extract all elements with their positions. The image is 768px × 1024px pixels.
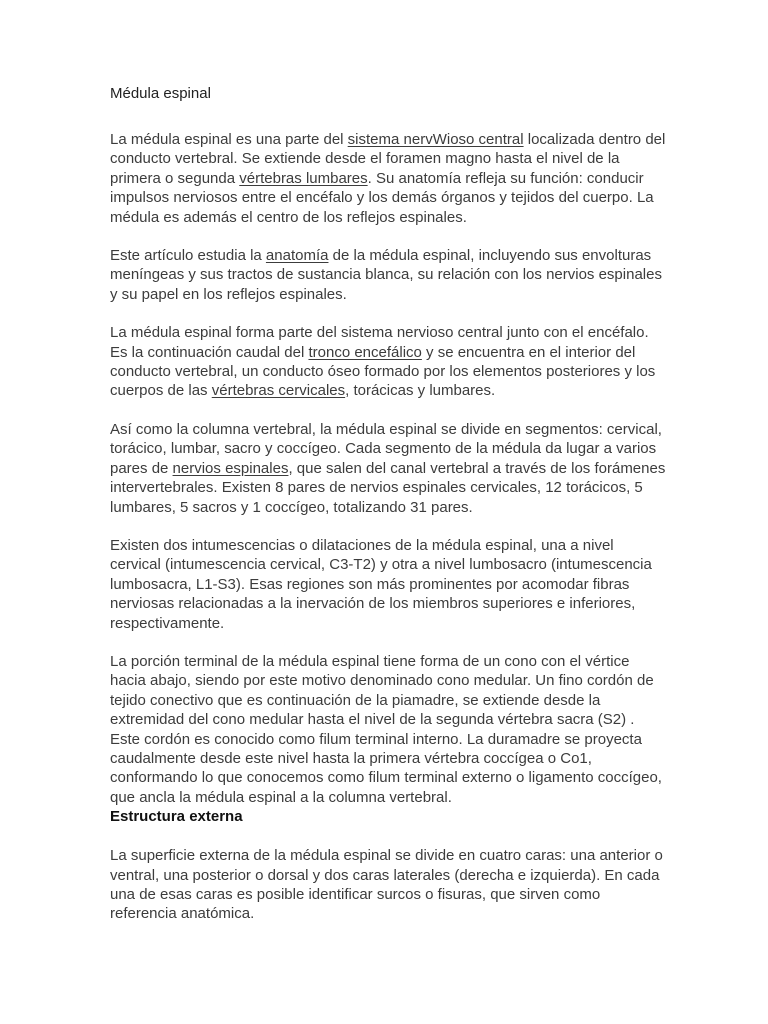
paragraph-articulo: [110, 246, 668, 304]
link-sistema-nervioso-central[interactable]: sistema nervWioso central: [347, 131, 524, 148]
text-span: Así como la columna vertebral, la médula espinal se divide en segmentos: cervical, torácico, lumbar, sacro y coccígeo. Cada segmento de la médula da lugar a varios pares de: [110, 420, 662, 477]
link-tronco-encefalico[interactable]: tronco encefálico: [308, 343, 422, 361]
paragraph-cono-medular: La porción terminal de la médula espinal tiene forma de un cono con el vértice hacia abajo, siendo por este motivo denominado cono medular. Un fino cordón de tejido conectivo que es continuación de la piamadre, se extiende desde la extremidad del cono medular hasta el nivel de la segunda vértebra sacra (S2) . Este cordón es conocido como filum terminal interno. La duramadre se proyecta caudalmente desde este nivel hasta la primera vértebra coccígea o Co1, conformando lo que conocemos como filum terminal externo o ligamento coccígeo, que ancla la médula espinal a la columna vertebral.: [110, 652, 662, 806]
link-anatomia[interactable]: anatomía: [265, 247, 329, 265]
text-span: La médula espinal forma parte del sistema nervioso central junto con el encéfalo. Es la continuación caudal del: [110, 324, 649, 361]
text-span: Este artículo estudia la: [110, 247, 266, 265]
paragraph-intumescencias: Existen dos intumescencias o dilataciones de la médula espinal, una a nivel cervical (intumescencia cervical, C3-T2) y otra a nivel lumbosacro (intumescencia lumbosacra, L1-S3). Esas regiones son más prominentes por acomodar fibras nerviosas relacionadas a la inervación de los miembros superiores e inferiores, respectivamente.: [110, 536, 652, 632]
paragraph-segmentos: [110, 420, 668, 517]
section-heading-estructura-externa: Estructura externa: [110, 808, 243, 826]
link-vertebras-cervicales[interactable]: vértebras cervicales: [211, 382, 346, 400]
text-span: La médula espinal es una parte del: [110, 131, 348, 148]
link-nervios-espinales[interactable]: nervios espinales: [172, 459, 289, 477]
text-span: de la médula espinal, incluyendo sus envolturas meníngeas y sus tractos de sustancia blanca, su relación con los nervios espinales y su papel en los reflejos espinales.: [110, 247, 662, 303]
document-title: Médula espinal: [110, 85, 211, 102]
paragraph-sistema-nervioso: [110, 323, 668, 401]
link-vertebras-lumbares[interactable]: vértebras lumbares: [239, 169, 368, 187]
paragraph-superficie-externa: La superficie externa de la médula espinal se divide en cuatro caras: una anterior o ventral, una posterior o dorsal y dos caras laterales (derecha e izquierda). En cada una de esas caras es posible identificar surcos o fisuras, que sirven como referencia anatómica.: [110, 847, 663, 923]
text-span: , que salen del canal vertebral a través de los forámenes intervertebrales. Existen 8 pares de nervios espinales cervicales, 12 torácicos, 5 lumbares, 5 sacros y 1 coccígeo, totalizando 31 pares.: [110, 459, 666, 516]
text-span: , torácicas y lumbares.: [345, 382, 496, 400]
text-span: . Su anatomía refleja su función: conducir impulsos nerviosos entre el encéfalo y los demás órganos y tejidos del cuerpo. La médula es además el centro de los reflejos espinales.: [110, 169, 654, 226]
text-span: y se encuentra en el interior del conducto vertebral, un conducto óseo formado por los elementos posteriores y los cuerpos de las: [110, 343, 656, 400]
text-span: localizada dentro del conducto vertebral. Se extiende desde el foramen magno hasta el nivel de la primera o segunda: [110, 131, 666, 187]
paragraph-intro: [110, 130, 668, 227]
